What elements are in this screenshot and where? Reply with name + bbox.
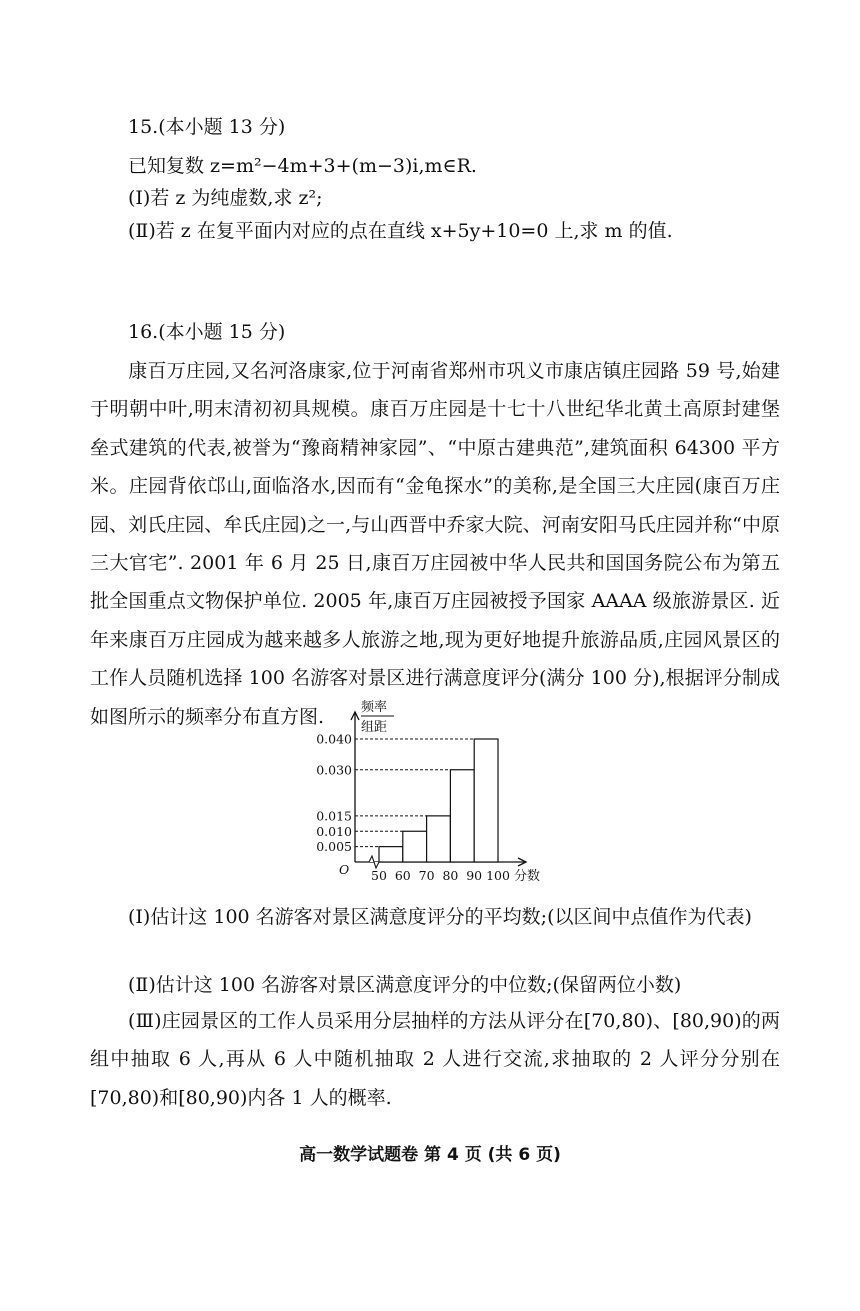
q16-part2: (Ⅱ)估计这 100 名游客对景区满意度评分的中位数;(保留两位小数)	[128, 974, 682, 996]
x-tick-label: 90	[466, 868, 483, 883]
q15-part2: (Ⅱ)若 z 在复平面内对应的点在直线 x+5y+10=0 上,求 m 的值.	[128, 220, 673, 242]
page-footer: 高一数学试题卷 第 4 页 (共 6 页)	[299, 1145, 561, 1165]
y-tick-label: 0.010	[316, 823, 352, 839]
x-tick-label: 80	[442, 868, 459, 883]
y-tick-label: 0.030	[316, 762, 352, 778]
x-tick-label: 70	[418, 868, 435, 883]
histogram-bar	[450, 770, 474, 862]
q16-intro: 康百万庄园,又名河洛康家,位于河南省郑州市巩义市康店镇庄园路 59 号,始建于明朝中叶,明末清初初具规模。康百万庄园是十七十八世纪华北黄土高原封建堡垒式建筑的代表,被誉为“豫商精神家园”、“中原古建典范”,建筑面积 64300 平方米。庄园背依邙山,面临洛水,因而有“金龟探水”的美称,是全国三大庄园(康百万庄园、刘氏庄园、牟氏庄园)之一,与山西晋中乔家大院、河南安阳马氏庄园并称“中原三大官宅”. 2001 年 6 月 25 日,康百万庄园被中华人民共和国国务院公布为第五批全国重点文物保护单位. 2005 年,康百万庄园被授予国家 AAAA 级旅游景区. 近年来康百万庄园成为越来越多人旅游之地,现为更好地提升旅游品质,庄园风景区的工作人员随机选择 100 名游客对景区进行满意度评分(满分 100 分),根据评分制成如图所示的频率分布直方图.	[90, 360, 780, 728]
histogram-bar	[379, 847, 403, 862]
q15-stem: 已知复数 z=m²−4m+3+(m−3)i,m∈R.	[128, 155, 477, 177]
y-label-top: 频率	[361, 700, 388, 715]
x-label: 分数	[514, 869, 541, 884]
q15-part1: (Ⅰ)若 z 为纯虚数,求 z²;	[128, 187, 323, 209]
y-tick-label: 0.005	[316, 839, 352, 855]
origin-label: O	[339, 862, 350, 877]
q16-part1-block	[90, 898, 780, 936]
y-tick-label: 0.015	[316, 808, 352, 824]
histogram-bar	[403, 831, 427, 862]
q16-part3-block	[90, 1002, 780, 1117]
x-tick-label: 60	[394, 868, 411, 883]
y-label-bottom: 组距	[361, 720, 388, 735]
y-tick-label: 0.040	[316, 731, 352, 747]
x-tick-label: 100	[486, 868, 510, 883]
axis-break	[369, 856, 379, 868]
histogram-bar	[427, 816, 451, 862]
histogram-bar	[474, 739, 498, 862]
q15-heading: 15.(本小题 13 分)	[128, 116, 286, 138]
q16-part3: (Ⅲ)庄园景区的工作人员采用分层抽样的方法从评分在[70,80)、[80,90)的两组中抽取 6 人,再从 6 人中随机抽取 2 人进行交流,求抽取的 2 人评分分别在[70,80)和[80,90)内各 1 人的概率.	[90, 1010, 780, 1109]
q16-part1: (Ⅰ)估计这 100 名游客对景区满意度评分的平均数;(以区间中点值作为代表)	[128, 906, 752, 928]
q16-part2-block	[90, 966, 780, 1004]
q16-heading: 16.(本小题 15 分)	[128, 321, 286, 343]
x-tick-label: 50	[371, 868, 387, 883]
